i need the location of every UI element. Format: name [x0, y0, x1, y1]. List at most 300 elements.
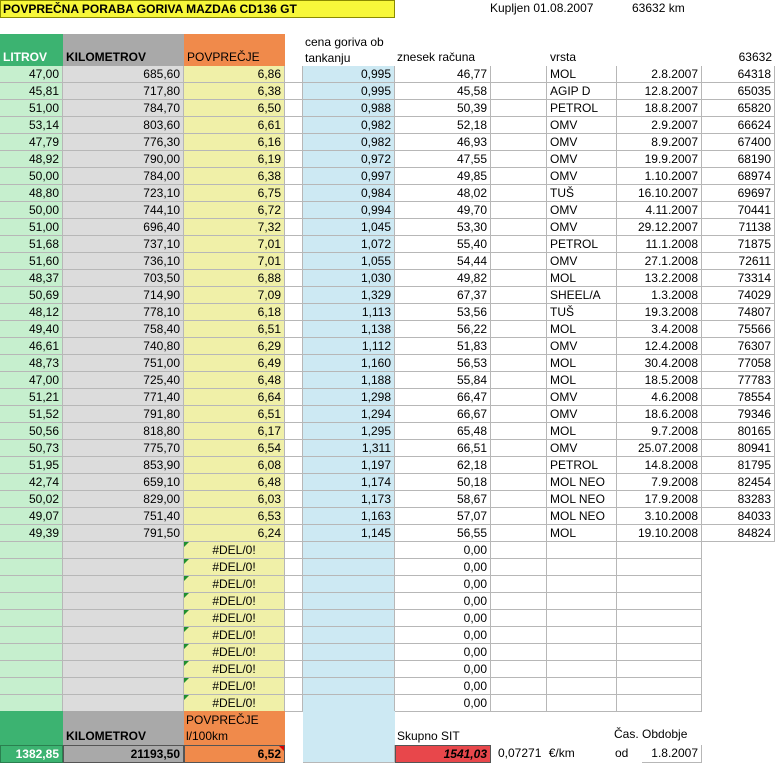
- cell-datum[interactable]: 18.6.2008: [617, 406, 702, 423]
- cell-empty[interactable]: [491, 559, 547, 576]
- cell-empty[interactable]: [491, 610, 547, 627]
- cell-litrov[interactable]: [0, 627, 63, 644]
- cell-empty[interactable]: [491, 202, 547, 219]
- cell-znesek[interactable]: 49,82: [395, 270, 491, 287]
- cell-datum[interactable]: [617, 610, 702, 627]
- cell-povprecje[interactable]: #DEL/0!: [184, 695, 285, 712]
- cell-povprecje[interactable]: 7,09: [184, 287, 285, 304]
- cell-znesek[interactable]: 66,67: [395, 406, 491, 423]
- cell-znesek[interactable]: 46,77: [395, 66, 491, 83]
- cell-litrov[interactable]: 45,81: [0, 83, 63, 100]
- cell-odometer[interactable]: 78554: [702, 389, 775, 406]
- total-km[interactable]: 21193,50: [63, 745, 184, 763]
- cell-empty[interactable]: [491, 576, 547, 593]
- cell-odometer[interactable]: 64318: [702, 66, 775, 83]
- cell-kilometrov[interactable]: [63, 678, 184, 695]
- cell-datum[interactable]: 27.1.2008: [617, 253, 702, 270]
- cell-vrsta[interactable]: TUŠ: [547, 185, 617, 202]
- cell-znesek[interactable]: 51,83: [395, 338, 491, 355]
- cell-empty[interactable]: [491, 185, 547, 202]
- cell-znesek[interactable]: 0,00: [395, 661, 491, 678]
- cell-cena[interactable]: 1,113: [303, 304, 395, 321]
- cell-cena[interactable]: 0,984: [303, 185, 395, 202]
- cell-datum[interactable]: 1.3.2008: [617, 287, 702, 304]
- cell-litrov[interactable]: 50,02: [0, 491, 63, 508]
- cell-cena[interactable]: 1,055: [303, 253, 395, 270]
- cell-gap[interactable]: [285, 253, 303, 270]
- cell-znesek[interactable]: 46,93: [395, 134, 491, 151]
- cell-znesek[interactable]: 49,85: [395, 168, 491, 185]
- cell-vrsta[interactable]: MOL NEO: [547, 474, 617, 491]
- cell-vrsta[interactable]: PETROL: [547, 236, 617, 253]
- cell-empty[interactable]: [491, 695, 547, 712]
- cell-vrsta[interactable]: [547, 593, 617, 610]
- cell-kilometrov[interactable]: 751,00: [63, 355, 184, 372]
- cell-kilometrov[interactable]: 725,40: [63, 372, 184, 389]
- cell-odometer[interactable]: 73314: [702, 270, 775, 287]
- cell-empty[interactable]: [491, 372, 547, 389]
- cell-kilometrov[interactable]: 703,50: [63, 270, 184, 287]
- cell-znesek[interactable]: 52,18: [395, 117, 491, 134]
- cell-kilometrov[interactable]: 775,70: [63, 440, 184, 457]
- cell-znesek[interactable]: 0,00: [395, 559, 491, 576]
- cell-vrsta[interactable]: MOL: [547, 372, 617, 389]
- cell-litrov[interactable]: [0, 644, 63, 661]
- cell-kilometrov[interactable]: [63, 559, 184, 576]
- cell-kilometrov[interactable]: [63, 610, 184, 627]
- cell-vrsta[interactable]: [547, 644, 617, 661]
- cell-cena[interactable]: [303, 644, 395, 661]
- cell-odometer[interactable]: 68190: [702, 151, 775, 168]
- cell-odometer[interactable]: 65035: [702, 83, 775, 100]
- cell-litrov[interactable]: [0, 576, 63, 593]
- title-cell[interactable]: [0, 0, 395, 18]
- cell-vrsta[interactable]: OMV: [547, 440, 617, 457]
- cell-gap[interactable]: [285, 66, 303, 83]
- cell-cena[interactable]: 1,072: [303, 236, 395, 253]
- cell-povprecje[interactable]: 6,51: [184, 321, 285, 338]
- cell-cena[interactable]: 1,174: [303, 474, 395, 491]
- cell-gap[interactable]: [285, 695, 303, 712]
- cell-povprecje[interactable]: 6,51: [184, 406, 285, 423]
- cell-odometer[interactable]: 75566: [702, 321, 775, 338]
- cell-vrsta[interactable]: [547, 559, 617, 576]
- cell-datum[interactable]: [617, 661, 702, 678]
- cell-empty[interactable]: [491, 389, 547, 406]
- cell-cena[interactable]: 1,311: [303, 440, 395, 457]
- cell-kilometrov[interactable]: [63, 661, 184, 678]
- cell-kilometrov[interactable]: 818,80: [63, 423, 184, 440]
- cell-vrsta[interactable]: MOL: [547, 270, 617, 287]
- cell-gap[interactable]: [285, 151, 303, 168]
- cell-gap[interactable]: [285, 287, 303, 304]
- cell-povprecje[interactable]: #DEL/0!: [184, 576, 285, 593]
- cell-gap[interactable]: [285, 236, 303, 253]
- cell-litrov[interactable]: 47,00: [0, 372, 63, 389]
- cell-znesek[interactable]: 0,00: [395, 695, 491, 712]
- cell-vrsta[interactable]: PETROL: [547, 457, 617, 474]
- cell-empty[interactable]: [491, 423, 547, 440]
- cell-vrsta[interactable]: OMV: [547, 117, 617, 134]
- cell-povprecje[interactable]: 6,38: [184, 83, 285, 100]
- cell-povprecje[interactable]: 6,24: [184, 525, 285, 542]
- cell-vrsta[interactable]: MOL: [547, 355, 617, 372]
- cell-cena[interactable]: 0,995: [303, 83, 395, 100]
- cell-povprecje[interactable]: #DEL/0!: [184, 678, 285, 695]
- cell-povprecje[interactable]: #DEL/0!: [184, 661, 285, 678]
- cell-vrsta[interactable]: OMV: [547, 151, 617, 168]
- header-cena[interactable]: [303, 34, 395, 66]
- cell-empty[interactable]: [491, 304, 547, 321]
- cell-vrsta[interactable]: AGIP D: [547, 83, 617, 100]
- cell-datum[interactable]: [617, 627, 702, 644]
- cell-odometer[interactable]: 70441: [702, 202, 775, 219]
- cell-povprecje[interactable]: 6,03: [184, 491, 285, 508]
- cell-datum[interactable]: 25.07.2008: [617, 440, 702, 457]
- cell-odometer[interactable]: 76307: [702, 338, 775, 355]
- cell-gap[interactable]: [285, 406, 303, 423]
- cell-gap[interactable]: [285, 661, 303, 678]
- cell-cena[interactable]: 1,138: [303, 321, 395, 338]
- cell-empty[interactable]: [491, 338, 547, 355]
- cell-vrsta[interactable]: OMV: [547, 168, 617, 185]
- cell-litrov[interactable]: 50,56: [0, 423, 63, 440]
- cell-znesek[interactable]: 56,22: [395, 321, 491, 338]
- cell-gap[interactable]: [285, 644, 303, 661]
- cell-cena[interactable]: [303, 610, 395, 627]
- cell-litrov[interactable]: 47,79: [0, 134, 63, 151]
- cell-znesek[interactable]: 62,18: [395, 457, 491, 474]
- cell-vrsta[interactable]: MOL NEO: [547, 508, 617, 525]
- cell-cena[interactable]: 0,972: [303, 151, 395, 168]
- cell-datum[interactable]: 7.9.2008: [617, 474, 702, 491]
- cell-litrov[interactable]: 48,73: [0, 355, 63, 372]
- cell-datum[interactable]: 19.3.2008: [617, 304, 702, 321]
- cell-gap[interactable]: [285, 355, 303, 372]
- cell-cena[interactable]: 0,982: [303, 117, 395, 134]
- cell-datum[interactable]: 2.9.2007: [617, 117, 702, 134]
- cell-odometer[interactable]: 81795: [702, 457, 775, 474]
- cell-kilometrov[interactable]: 744,10: [63, 202, 184, 219]
- cell-datum[interactable]: 18.8.2007: [617, 100, 702, 117]
- cell-datum[interactable]: 11.1.2008: [617, 236, 702, 253]
- cell-litrov[interactable]: 51,60: [0, 253, 63, 270]
- cell-datum[interactable]: 2.8.2007: [617, 66, 702, 83]
- cell-znesek[interactable]: 66,47: [395, 389, 491, 406]
- cell-vrsta[interactable]: SHEEL/A: [547, 287, 617, 304]
- cell-cena[interactable]: 1,045: [303, 219, 395, 236]
- cell-cena[interactable]: [303, 695, 395, 712]
- cell-kilometrov[interactable]: [63, 644, 184, 661]
- cell-kilometrov[interactable]: 723,10: [63, 185, 184, 202]
- cell-vrsta[interactable]: MOL: [547, 525, 617, 542]
- cell-litrov[interactable]: 42,74: [0, 474, 63, 491]
- cell-kilometrov[interactable]: 737,10: [63, 236, 184, 253]
- cell-gap[interactable]: [285, 627, 303, 644]
- cell-gap[interactable]: [285, 338, 303, 355]
- cell-povprecje[interactable]: 6,49: [184, 355, 285, 372]
- cell-povprecje[interactable]: #DEL/0!: [184, 627, 285, 644]
- cell-empty[interactable]: [491, 287, 547, 304]
- cell-vrsta[interactable]: OMV: [547, 338, 617, 355]
- cell-kilometrov[interactable]: 685,60: [63, 66, 184, 83]
- cell-vrsta[interactable]: OMV: [547, 202, 617, 219]
- cell-odometer[interactable]: 79346: [702, 406, 775, 423]
- cell-litrov[interactable]: 50,00: [0, 168, 63, 185]
- cell-gap[interactable]: [285, 610, 303, 627]
- cell-cena[interactable]: [303, 593, 395, 610]
- cell-datum[interactable]: [617, 678, 702, 695]
- eur-per-km[interactable]: 0,07271 €/km: [498, 746, 575, 760]
- cell-empty[interactable]: [491, 491, 547, 508]
- cell-odometer[interactable]: 74029: [702, 287, 775, 304]
- header-kilometrov[interactable]: [63, 34, 184, 66]
- cell-povprecje[interactable]: 6,48: [184, 372, 285, 389]
- cell-povprecje[interactable]: 6,75: [184, 185, 285, 202]
- cell-cena[interactable]: [303, 576, 395, 593]
- cell-litrov[interactable]: [0, 661, 63, 678]
- cell-litrov[interactable]: 50,00: [0, 202, 63, 219]
- header-litrov[interactable]: [0, 34, 63, 66]
- footer-cas-label-cell[interactable]: [612, 711, 702, 745]
- cell-povprecje[interactable]: 7,32: [184, 219, 285, 236]
- cell-odometer[interactable]: 68974: [702, 168, 775, 185]
- cell-znesek[interactable]: 65,48: [395, 423, 491, 440]
- cell-litrov[interactable]: 51,00: [0, 219, 63, 236]
- cell-cena[interactable]: [303, 627, 395, 644]
- cell-vrsta[interactable]: [547, 542, 617, 559]
- cell-cena[interactable]: 1,112: [303, 338, 395, 355]
- cell-datum[interactable]: 1.10.2007: [617, 168, 702, 185]
- cell-vrsta[interactable]: OMV: [547, 389, 617, 406]
- cell-empty[interactable]: [491, 270, 547, 287]
- cell-povprecje[interactable]: 6,61: [184, 117, 285, 134]
- cell-cena[interactable]: [303, 559, 395, 576]
- cell-datum[interactable]: [617, 576, 702, 593]
- cell-litrov[interactable]: 51,21: [0, 389, 63, 406]
- cell-litrov[interactable]: [0, 542, 63, 559]
- cell-litrov[interactable]: 51,95: [0, 457, 63, 474]
- cell-empty[interactable]: [491, 83, 547, 100]
- cell-kilometrov[interactable]: 829,00: [63, 491, 184, 508]
- cell-empty[interactable]: [491, 661, 547, 678]
- cell-znesek[interactable]: 0,00: [395, 610, 491, 627]
- cell-datum[interactable]: 19.9.2007: [617, 151, 702, 168]
- cell-vrsta[interactable]: OMV: [547, 406, 617, 423]
- cell-odometer[interactable]: 65820: [702, 100, 775, 117]
- kupljen-cell[interactable]: [490, 0, 630, 18]
- cell-litrov[interactable]: 50,69: [0, 287, 63, 304]
- cell-gap[interactable]: [285, 491, 303, 508]
- cell-vrsta[interactable]: MOL NEO: [547, 491, 617, 508]
- cell-povprecje[interactable]: 6,54: [184, 440, 285, 457]
- cell-datum[interactable]: [617, 593, 702, 610]
- cell-povprecje[interactable]: 6,48: [184, 474, 285, 491]
- footer-skupno-label-cell[interactable]: [395, 711, 491, 745]
- cell-znesek[interactable]: 54,44: [395, 253, 491, 270]
- cell-empty[interactable]: [491, 474, 547, 491]
- total-litrov[interactable]: 1382,85: [0, 745, 63, 763]
- cell-znesek[interactable]: 50,39: [395, 100, 491, 117]
- cell-kilometrov[interactable]: 776,30: [63, 134, 184, 151]
- cell-znesek[interactable]: 58,67: [395, 491, 491, 508]
- cell-znesek[interactable]: 0,00: [395, 627, 491, 644]
- cell-litrov[interactable]: 49,40: [0, 321, 63, 338]
- cell-znesek[interactable]: 49,70: [395, 202, 491, 219]
- cell-povprecje[interactable]: 6,72: [184, 202, 285, 219]
- cell-odometer[interactable]: 72611: [702, 253, 775, 270]
- cell-gap[interactable]: [285, 525, 303, 542]
- cell-datum[interactable]: 19.10.2008: [617, 525, 702, 542]
- cell-gap[interactable]: [285, 389, 303, 406]
- cell-kilometrov[interactable]: 751,40: [63, 508, 184, 525]
- cell-vrsta[interactable]: MOL: [547, 321, 617, 338]
- cell-empty[interactable]: [491, 355, 547, 372]
- cell-odometer[interactable]: 80941: [702, 440, 775, 457]
- cell-empty[interactable]: [491, 525, 547, 542]
- cell-datum[interactable]: 8.9.2007: [617, 134, 702, 151]
- cell-empty[interactable]: [491, 219, 547, 236]
- cell-cena[interactable]: 1,163: [303, 508, 395, 525]
- cell-vrsta[interactable]: [547, 661, 617, 678]
- cell-empty[interactable]: [491, 236, 547, 253]
- cell-datum[interactable]: [617, 644, 702, 661]
- cell-litrov[interactable]: [0, 559, 63, 576]
- cell-kilometrov[interactable]: [63, 593, 184, 610]
- cell-vrsta[interactable]: [547, 627, 617, 644]
- cell-datum[interactable]: 3.4.2008: [617, 321, 702, 338]
- cell-gap[interactable]: [285, 83, 303, 100]
- cell-vrsta[interactable]: MOL: [547, 66, 617, 83]
- cell-litrov[interactable]: [0, 678, 63, 695]
- cell-kilometrov[interactable]: 758,40: [63, 321, 184, 338]
- cell-litrov[interactable]: 51,68: [0, 236, 63, 253]
- cell-kilometrov[interactable]: 736,10: [63, 253, 184, 270]
- cell-povprecje[interactable]: 6,08: [184, 457, 285, 474]
- cell-povprecje[interactable]: 7,01: [184, 236, 285, 253]
- cell-znesek[interactable]: 53,30: [395, 219, 491, 236]
- cell-kilometrov[interactable]: 659,10: [63, 474, 184, 491]
- cell-gap[interactable]: [285, 423, 303, 440]
- cell-cena[interactable]: 1,329: [303, 287, 395, 304]
- cell-povprecje[interactable]: 6,17: [184, 423, 285, 440]
- cell-cena[interactable]: 1,295: [303, 423, 395, 440]
- cell-kilometrov[interactable]: 790,00: [63, 151, 184, 168]
- cell-kilometrov[interactable]: 771,40: [63, 389, 184, 406]
- cell-empty[interactable]: [491, 627, 547, 644]
- cell-odometer[interactable]: 71138: [702, 219, 775, 236]
- cell-empty[interactable]: [491, 644, 547, 661]
- cell-cena[interactable]: 1,145: [303, 525, 395, 542]
- cell-znesek[interactable]: 56,53: [395, 355, 491, 372]
- cell-znesek[interactable]: 45,58: [395, 83, 491, 100]
- cell-empty[interactable]: [491, 117, 547, 134]
- cell-odometer[interactable]: 84824: [702, 525, 775, 542]
- cell-kilometrov[interactable]: 853,90: [63, 457, 184, 474]
- cell-empty[interactable]: [491, 542, 547, 559]
- cell-datum[interactable]: 4.6.2008: [617, 389, 702, 406]
- cell-cena[interactable]: 1,298: [303, 389, 395, 406]
- cell-vrsta[interactable]: [547, 678, 617, 695]
- cell-vrsta[interactable]: [547, 576, 617, 593]
- cell-znesek[interactable]: 0,00: [395, 542, 491, 559]
- cell-odometer[interactable]: 66624: [702, 117, 775, 134]
- cell-cena[interactable]: 0,994: [303, 202, 395, 219]
- cell-vrsta[interactable]: [547, 610, 617, 627]
- cell-empty[interactable]: [491, 66, 547, 83]
- cell-znesek[interactable]: 56,55: [395, 525, 491, 542]
- cell-empty[interactable]: [491, 151, 547, 168]
- cell-cena[interactable]: 0,982: [303, 134, 395, 151]
- od-label[interactable]: od: [615, 746, 629, 760]
- cell-kilometrov[interactable]: [63, 576, 184, 593]
- cell-gap[interactable]: [285, 508, 303, 525]
- cell-kilometrov[interactable]: [63, 542, 184, 559]
- cell-povprecje[interactable]: 6,88: [184, 270, 285, 287]
- cell-povprecje[interactable]: #DEL/0!: [184, 542, 285, 559]
- cell-datum[interactable]: 9.7.2008: [617, 423, 702, 440]
- cell-datum[interactable]: 12.8.2007: [617, 83, 702, 100]
- cell-cena[interactable]: 1,188: [303, 372, 395, 389]
- cell-znesek[interactable]: 57,07: [395, 508, 491, 525]
- cell-cena[interactable]: 0,988: [303, 100, 395, 117]
- cell-povprecje[interactable]: #DEL/0!: [184, 610, 285, 627]
- cell-znesek[interactable]: 47,55: [395, 151, 491, 168]
- cell-odometer[interactable]: 82454: [702, 474, 775, 491]
- cell-povprecje[interactable]: 6,64: [184, 389, 285, 406]
- cell-kilometrov[interactable]: 784,00: [63, 168, 184, 185]
- cell-povprecje[interactable]: 6,53: [184, 508, 285, 525]
- cell-gap[interactable]: [285, 542, 303, 559]
- cell-gap[interactable]: [285, 185, 303, 202]
- cell-cena[interactable]: 1,294: [303, 406, 395, 423]
- cell-povprecje[interactable]: 6,16: [184, 134, 285, 151]
- cell-odometer[interactable]: 67400: [702, 134, 775, 151]
- cell-znesek[interactable]: 67,37: [395, 287, 491, 304]
- cell-gap[interactable]: [285, 474, 303, 491]
- cell-gap[interactable]: [285, 219, 303, 236]
- footer-povprecje-cell[interactable]: [184, 711, 285, 745]
- cell-empty[interactable]: [491, 508, 547, 525]
- cell-povprecje[interactable]: 6,19: [184, 151, 285, 168]
- cell-vrsta[interactable]: OMV: [547, 134, 617, 151]
- cell-litrov[interactable]: 49,07: [0, 508, 63, 525]
- cell-cena[interactable]: 1,173: [303, 491, 395, 508]
- cell-datum[interactable]: [617, 695, 702, 712]
- cell-vrsta[interactable]: OMV: [547, 253, 617, 270]
- header-vrsta[interactable]: [547, 34, 617, 66]
- cell-kilometrov[interactable]: 714,90: [63, 287, 184, 304]
- cell-gap[interactable]: [285, 559, 303, 576]
- cell-empty[interactable]: [491, 440, 547, 457]
- cell-datum[interactable]: [617, 559, 702, 576]
- cell-empty[interactable]: [491, 321, 547, 338]
- cell-gap[interactable]: [285, 576, 303, 593]
- cell-odometer[interactable]: 74807: [702, 304, 775, 321]
- cell-empty[interactable]: [491, 168, 547, 185]
- header-first-odo[interactable]: [702, 34, 775, 66]
- cell-empty[interactable]: [491, 134, 547, 151]
- cell-cena[interactable]: 1,197: [303, 457, 395, 474]
- cell-vrsta[interactable]: PETROL: [547, 100, 617, 117]
- cell-gap[interactable]: [285, 168, 303, 185]
- header-znesek[interactable]: [395, 34, 491, 66]
- cell-datum[interactable]: 13.2.2008: [617, 270, 702, 287]
- od-date[interactable]: 1.8.2007: [642, 745, 702, 763]
- cell-cena[interactable]: [303, 661, 395, 678]
- cell-litrov[interactable]: 51,00: [0, 100, 63, 117]
- cell-znesek[interactable]: 0,00: [395, 576, 491, 593]
